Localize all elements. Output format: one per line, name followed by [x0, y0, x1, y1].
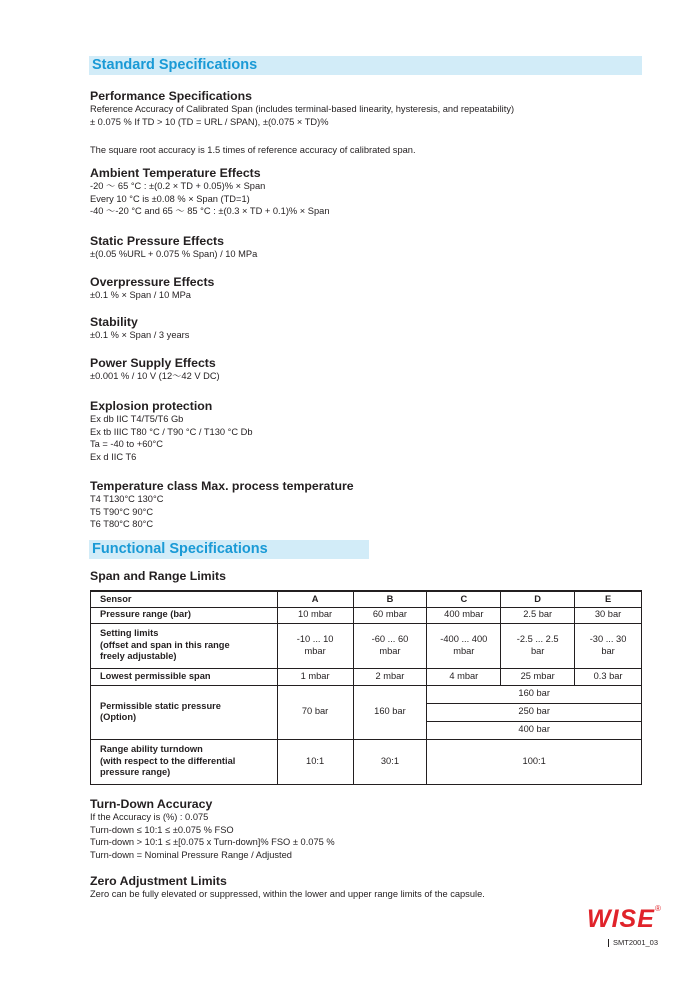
temperature-class-line-1: T4 T130°C 130°C — [90, 494, 164, 504]
turndown-accuracy-line-4: Turn-down = Nominal Pressure Range / Adjusted — [90, 849, 292, 860]
stability-section — [90, 315, 650, 342]
setting-limits-label — [91, 623, 278, 668]
static-pressure-label — [91, 685, 278, 739]
turndown-accuracy-heading: Turn-Down Accuracy — [90, 797, 213, 811]
setting-limits-a: -10 ... 10 mbar — [277, 623, 353, 668]
lowest-span-c: 4 mbar — [427, 668, 501, 685]
lowest-span-label: Lowest permissible span — [91, 668, 278, 685]
turndown-cde: 100:1 — [427, 739, 642, 784]
sensor-col-c: C — [427, 591, 501, 607]
static-pressure-label-2: (Option) — [100, 712, 137, 722]
static-pressure-cde-1: 160 bar — [427, 685, 642, 703]
stability-heading: Stability — [90, 315, 138, 329]
performance-section — [90, 89, 650, 128]
turndown-accuracy-section — [90, 797, 650, 861]
lowest-span-e: 0.3 bar — [575, 668, 642, 685]
zero-adjustment-heading: Zero Adjustment Limits — [90, 874, 227, 888]
static-line: ±(0.05 %URL + 0.075 % Span) / 10 MPa — [90, 249, 258, 259]
explosion-line-3: Ta = -40 to +60°C — [90, 439, 163, 450]
overpressure-section — [90, 275, 650, 302]
temperature-class-line-3: T6 T80°C 80°C — [90, 519, 154, 530]
power-line: ±0.001 % / 10 V (12～42 V DC) — [90, 371, 220, 381]
sensor-label: Sensor — [91, 591, 278, 607]
setting-limits-d: -2.5 ... 2.5 bar — [501, 623, 575, 668]
temperature-class-line-2: T5 T90°C 90°C — [90, 506, 154, 517]
zero-adjustment-section — [90, 874, 650, 901]
sensor-col-e: E — [575, 591, 642, 607]
sensor-col-b: B — [353, 591, 427, 607]
table-row-lowest-span — [91, 668, 642, 685]
explosion-line-1: Ex db IIC T4/T5/T6 Gb — [90, 414, 184, 424]
explosion-line-2: Ex tb IIIC T80 °C / T90 °C / T130 °C Db — [90, 426, 253, 437]
setting-limits-label-2: (offset and span in this range — [100, 639, 230, 650]
table-row-pressure-range — [91, 607, 642, 623]
pressure-range-label: Pressure range (bar) — [91, 607, 278, 623]
turndown-accuracy-line-2: Turn-down ≤ 10:1 ≤ ±0.075 % FSO — [90, 824, 234, 835]
sensor-col-a: A — [277, 591, 353, 607]
temperature-class-section — [90, 479, 650, 531]
span-range-heading: Span and Range Limits — [90, 569, 226, 583]
explosion-line-4: Ex d IIC T6 — [90, 451, 137, 462]
setting-limits-label-3: freely adjustable) — [100, 651, 177, 662]
ambient-section — [90, 166, 650, 218]
overpressure-heading: Overpressure Effects — [90, 275, 215, 289]
turndown-label-3: pressure range) — [100, 767, 171, 778]
turndown-accuracy-line-1: If the Accuracy is (%) : 0.075 — [90, 812, 209, 822]
table-row-static-pressure — [91, 685, 642, 703]
ambient-line-3: -40 ～-20 °C and 65 ～ 85 °C : ±(0.3 × TD + 0.1)% × Span — [90, 206, 330, 217]
lowest-span-d: 25 mbar — [501, 668, 575, 685]
ambient-heading: Ambient Temperature Effects — [90, 166, 261, 180]
setting-limits-label-1: Setting limits — [100, 628, 159, 639]
static-heading: Static Pressure Effects — [90, 234, 224, 248]
static-pressure-a: 70 bar — [277, 685, 353, 739]
pressure-range-c: 400 mbar — [427, 607, 501, 623]
functional-specifications-title: Functional Specifications — [89, 540, 369, 559]
temperature-class-heading: Temperature class Max. process temperature — [90, 479, 354, 493]
power-heading: Power Supply Effects — [90, 356, 216, 370]
stability-line: ±0.1 % × Span / 3 years — [90, 330, 190, 340]
standard-specifications-title: Standard Specifications — [89, 56, 642, 75]
pressure-range-e: 30 bar — [575, 607, 642, 623]
turndown-label-1: Range ability turndown — [100, 744, 203, 755]
lowest-span-b: 2 mbar — [353, 668, 427, 685]
explosion-section — [90, 399, 650, 463]
pressure-range-d: 2.5 bar — [501, 607, 575, 623]
table-row-turndown — [91, 739, 642, 784]
setting-limits-b: -60 ... 60 mbar — [353, 623, 427, 668]
pressure-range-b: 60 mbar — [353, 607, 427, 623]
span-range-table — [90, 590, 642, 785]
setting-limits-e: -30 ... 30 bar — [575, 623, 642, 668]
lowest-span-a: 1 mbar — [277, 668, 353, 685]
footer-divider — [608, 939, 609, 947]
ambient-line-1: -20 ～ 65 °C : ±(0.2 × TD + 0.05)% × Span — [90, 181, 266, 191]
wise-logo: WISE — [587, 905, 655, 933]
static-pressure-cde-3: 400 bar — [427, 721, 642, 739]
turndown-b: 30:1 — [353, 739, 427, 784]
table-row-sensor — [91, 591, 642, 607]
performance-line-1: Reference Accuracy of Calibrated Span (includes terminal-based linearity, hysteresis, and repeatability) — [90, 104, 515, 114]
square-root-note: The square root accuracy is 1.5 times of reference accuracy of calibrated span. — [90, 145, 416, 155]
static-pressure-b: 160 bar — [353, 685, 427, 739]
explosion-heading: Explosion protection — [90, 399, 213, 413]
static-pressure-cde-2: 250 bar — [427, 703, 642, 721]
turndown-accuracy-line-3: Turn-down > 10:1 ≤ ±[0.075 x Turn-down]% FSO ± 0.075 % — [90, 837, 335, 848]
overpressure-line: ±0.1 % × Span / 10 MPa — [90, 290, 191, 300]
ambient-line-2: Every 10 °C is ±0.08 % × Span (TD=1) — [90, 193, 250, 204]
pressure-range-a: 10 mbar — [277, 607, 353, 623]
document-code: SMT2001_03 — [613, 938, 659, 947]
setting-limits-c: -400 ... 400 mbar — [427, 623, 501, 668]
performance-line-2: ± 0.075 % If TD > 10 (TD = URL / SPAN), ±(0.075 × TD)% — [90, 116, 329, 127]
table-row-setting-limits — [91, 623, 642, 668]
sensor-col-d: D — [501, 591, 575, 607]
registered-mark: ® — [655, 904, 661, 913]
performance-heading: Performance Specifications — [90, 89, 252, 103]
static-section — [90, 234, 650, 261]
static-pressure-label-1: Permissible static pressure — [100, 700, 221, 711]
turndown-a: 10:1 — [277, 739, 353, 784]
zero-adjustment-line: Zero can be fully elevated or suppressed, within the lower and upper range limits of the capsule. — [90, 889, 485, 899]
turndown-label — [91, 739, 278, 784]
turndown-label-2: (with respect to the differential — [100, 755, 236, 766]
power-section — [90, 356, 650, 383]
